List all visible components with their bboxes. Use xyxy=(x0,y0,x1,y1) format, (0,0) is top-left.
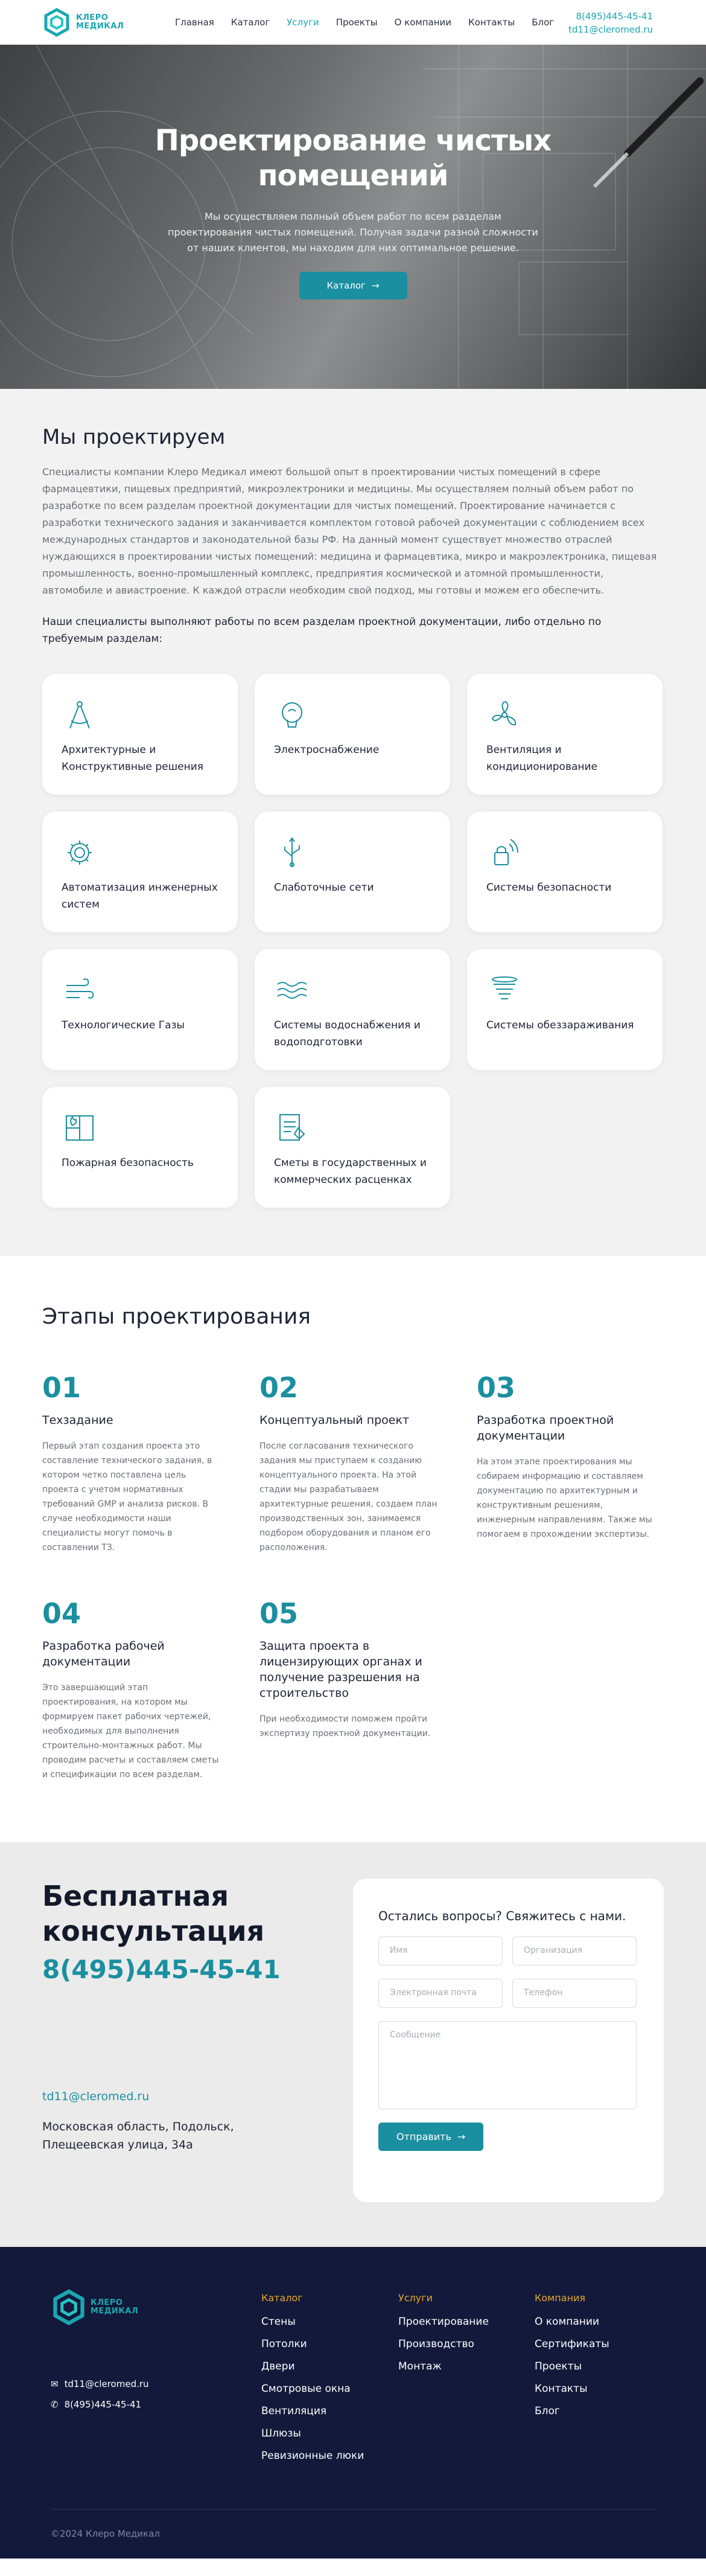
design-sub: Наши специалисты выполняют работы по всем разделам проектной документации, либо отдельно по требуемым разделам: xyxy=(42,616,602,645)
logo-mark-icon xyxy=(51,2289,87,2325)
consult-address: Московская область, Подольск, Плещеевская улица, 34а xyxy=(42,2120,234,2151)
tornado-icon xyxy=(486,972,523,1008)
stage-item xyxy=(42,1371,223,1555)
stage-text: На этом этапе проектирования мы собираем информацию и составляем документацию по архитектурным и конструктивным решениям, инженерным направлениям. Также мы помогаем в прохождении экспертизы. xyxy=(477,1457,652,1539)
contact-form xyxy=(353,1879,664,2202)
stage-text: При необходимости поможем пройти экспертизу проектной документации. xyxy=(259,1714,431,1738)
logo[interactable] xyxy=(42,8,124,37)
compass-icon xyxy=(62,697,98,733)
nav-catalog[interactable]: Каталог xyxy=(231,17,270,28)
stage-item xyxy=(42,1597,223,1782)
stage-title: Концептуальный проект xyxy=(259,1414,410,1427)
design-lead: Специалисты компании Клеро Медикал имеют большой опыт в проектировании чистых помещений в сфере фармацевтики, пищевых предприятий, микроэлектроники и медицины. Мы осуществляем полный объем работ по разработке по всем разделам проектной документации для чистых помещений. Проектирование начинается с разработки технического задания и заканчивается комплектом готовой рабочей документации с соблюдением всех международных стандартов и законодательной базы РФ. На данный момент существует множество отраслей нуждающихся в проектировании чистых помещений: медицина и фармацевтика, микро и макроэлектроника, пищевая промышленность, военно-промышленный комплекс, предприятия космической и атомной промышленности, автомобиле и авиастроение. К каждой отрасли необходим свой подход, мы готовы и можем его обеспечить. xyxy=(42,466,657,596)
footer-catalog-heading[interactable]: Каталог xyxy=(261,2292,303,2304)
copyright: ©2024 Клеро Медикал xyxy=(51,2528,161,2539)
hero xyxy=(0,45,706,389)
footer-link[interactable]: Шлюзы xyxy=(261,2427,301,2440)
usb-icon xyxy=(274,835,310,871)
card-label: Автоматизация инженерных систем xyxy=(62,882,218,911)
service-card[interactable] xyxy=(42,812,238,932)
design-title: Мы проектируем xyxy=(42,425,226,449)
card-label: Системы водоснабжения и водоподготовки xyxy=(274,1019,421,1048)
logo-text-top: КЛЕРО xyxy=(76,13,109,22)
site-header xyxy=(0,0,706,45)
footer-catalog-column xyxy=(261,2290,364,2467)
nav-projects[interactable]: Проекты xyxy=(336,17,378,28)
stage-item xyxy=(477,1371,658,1555)
bulb-icon xyxy=(274,697,310,733)
consultation-section xyxy=(0,1842,706,2247)
lock-signal-icon xyxy=(486,835,523,871)
footer-link[interactable]: Производство xyxy=(398,2338,474,2350)
footer-link[interactable]: Ревизионные люки xyxy=(261,2450,364,2462)
stages-title: Этапы проектирования xyxy=(42,1304,311,1329)
service-card[interactable] xyxy=(255,674,450,795)
footer-services-column xyxy=(398,2290,489,2378)
footer-contacts xyxy=(51,2374,149,2415)
nav-home[interactable]: Главная xyxy=(175,17,214,28)
card-label: Слаботочные сети xyxy=(274,882,374,894)
submit-label: Отправить xyxy=(396,2131,451,2142)
logo-text-bottom: МЕДИКАЛ xyxy=(76,22,124,31)
nav-blog[interactable]: Блог xyxy=(532,17,555,28)
footer-link[interactable]: О компании xyxy=(535,2316,600,2328)
stage-number: 02 xyxy=(259,1371,299,1404)
consult-phone[interactable]: 8(495)445-45-41 xyxy=(42,1955,281,1984)
fire-plan-icon xyxy=(62,1110,98,1146)
mail-icon: ✉ xyxy=(51,2379,59,2389)
header-contacts xyxy=(568,10,653,36)
footer-email: td11@cleromed.ru xyxy=(64,2379,149,2389)
estimate-doc-icon xyxy=(274,1110,310,1146)
phone-input[interactable]: Телефон xyxy=(512,1979,637,2008)
service-cards xyxy=(42,674,664,1208)
stage-title: Техзадание xyxy=(42,1414,113,1427)
submit-button[interactable] xyxy=(378,2123,483,2151)
stage-number: 01 xyxy=(42,1371,81,1404)
service-card[interactable] xyxy=(467,949,663,1070)
name-input[interactable]: Имя xyxy=(378,1937,503,1966)
stage-number: 05 xyxy=(259,1597,299,1630)
footer-link[interactable]: Смотровые окна xyxy=(261,2383,351,2395)
arrow-right-icon: → xyxy=(371,280,380,291)
nav-about[interactable]: О компании xyxy=(394,17,451,28)
nav-contacts[interactable]: Контакты xyxy=(468,17,515,28)
stages-section xyxy=(0,1256,706,1842)
site-footer xyxy=(0,2247,706,2558)
service-card[interactable] xyxy=(255,949,450,1070)
organization-input[interactable]: Организация xyxy=(512,1937,637,1966)
message-textarea[interactable]: Сообщение xyxy=(378,2021,637,2109)
card-label: Архитектурные и Конструктивные решения xyxy=(62,744,203,773)
stage-number: 04 xyxy=(42,1597,81,1630)
header-phone[interactable]: 8(495)445-45-41 xyxy=(576,11,653,22)
main-nav xyxy=(175,0,571,45)
catalog-button[interactable] xyxy=(299,272,407,300)
form-title: Остались вопросы? Свяжитесь с нами. xyxy=(378,1909,626,1923)
service-card[interactable] xyxy=(255,812,450,932)
stage-title: Разработка проектной документации xyxy=(477,1414,614,1443)
footer-link[interactable]: Проектирование xyxy=(398,2316,489,2328)
footer-link[interactable]: Контакты xyxy=(535,2383,588,2395)
stage-title: Защита проекта в лицензирующих органах и получение разрешения на строительство xyxy=(259,1639,422,1700)
footer-link[interactable]: Блог xyxy=(535,2405,560,2417)
hero-content xyxy=(0,123,706,300)
footer-company-column xyxy=(535,2290,609,2423)
footer-company-heading[interactable]: Компания xyxy=(535,2292,585,2304)
footer-link[interactable]: Стены xyxy=(261,2316,296,2328)
service-card[interactable] xyxy=(255,1087,450,1208)
card-label: Технологические Газы xyxy=(62,1019,185,1031)
card-label: Сметы в государственных и коммерческих расценках xyxy=(274,1157,427,1186)
card-label: Электроснабжение xyxy=(274,744,380,756)
footer-email-row[interactable] xyxy=(51,2374,149,2394)
wind-icon xyxy=(62,972,98,1008)
design-section xyxy=(0,389,706,1256)
stage-text: После согласования технического задания мы приступаем к созданию концептуального проекта. На этой стадии мы разрабатываем архитектурные решения, создаем план производственных зон, занимаемся подбором оборудования и планом его расположения. xyxy=(259,1441,437,1552)
card-label: Системы обеззараживания xyxy=(486,1019,634,1031)
footer-link[interactable]: Проекты xyxy=(535,2360,582,2373)
footer-link[interactable]: Двери xyxy=(261,2360,295,2373)
email-input[interactable]: Электронная почта xyxy=(378,1979,503,2008)
service-card[interactable] xyxy=(42,674,238,795)
consult-title: Бесплатная консультация xyxy=(42,1880,265,1947)
gear-icon xyxy=(62,835,98,871)
card-label: Вентиляция и кондиционирование xyxy=(486,744,598,773)
card-label: Системы безопасности xyxy=(486,882,612,894)
stage-text: Первый этап создания проекта это составление технического задания, в котором четко поставлена цель проекта с учетом нормативных требований GMP и анализа рисков. В случае необходимости наши специалисты могут помочь в составлении ТЗ. xyxy=(42,1441,212,1552)
service-card[interactable] xyxy=(467,674,663,795)
footer-link[interactable]: Потолки xyxy=(261,2338,307,2350)
nav-services[interactable]: Услуги xyxy=(287,17,319,28)
footer-phone-row[interactable] xyxy=(51,2394,149,2415)
fan-icon xyxy=(486,697,523,733)
stage-grid xyxy=(42,1371,664,1782)
water-waves-icon xyxy=(274,972,310,1008)
service-card[interactable] xyxy=(42,949,238,1070)
footer-phone: 8(495)445-45-41 xyxy=(64,2399,142,2410)
catalog-button-label: Каталог xyxy=(326,280,366,291)
footer-link[interactable]: Монтаж xyxy=(398,2360,442,2373)
footer-link[interactable]: Вентиляция xyxy=(261,2405,327,2417)
stage-number: 03 xyxy=(477,1371,516,1404)
phone-icon: ✆ xyxy=(51,2399,59,2410)
stage-title: Разработка рабочей документации xyxy=(42,1639,165,1668)
footer-divider xyxy=(51,2509,655,2510)
stage-item xyxy=(259,1597,440,1782)
footer-services-heading[interactable]: Услуги xyxy=(398,2292,433,2304)
logo-text-top: КЛЕРО xyxy=(91,2298,123,2307)
arrow-right-icon: → xyxy=(457,2131,466,2142)
service-card[interactable] xyxy=(467,812,663,932)
card-label: Пожарная безопасность xyxy=(62,1157,194,1169)
hero-title: Проектирование чистых помещений xyxy=(154,124,552,193)
logo-mark-icon xyxy=(42,8,71,37)
logo-text-bottom: МЕДИКАЛ xyxy=(91,2307,139,2316)
header-email[interactable]: td11@cleromed.ru xyxy=(568,24,653,35)
stage-item xyxy=(259,1371,440,1555)
stage-text: Это завершающий этап проектирования, на котором мы формируем пакет рабочих чертежей, необходимых для выполнения строительно-монтажных работ. Мы проводим расчеты и составляем сметы и спецификации по всем разделам. xyxy=(42,1683,219,1780)
hero-text: Мы осуществляем полный объем работ по всем разделам проектирования чистых помещений. Получая задачи разной сложности от наших клиентов, мы находим для них оптимальное решение. xyxy=(168,211,538,254)
consult-email[interactable]: td11@cleromed.ru xyxy=(42,2090,150,2103)
service-card[interactable] xyxy=(42,1087,238,1208)
footer-link[interactable]: Сертификаты xyxy=(535,2338,609,2350)
footer-logo[interactable] xyxy=(51,2289,138,2325)
